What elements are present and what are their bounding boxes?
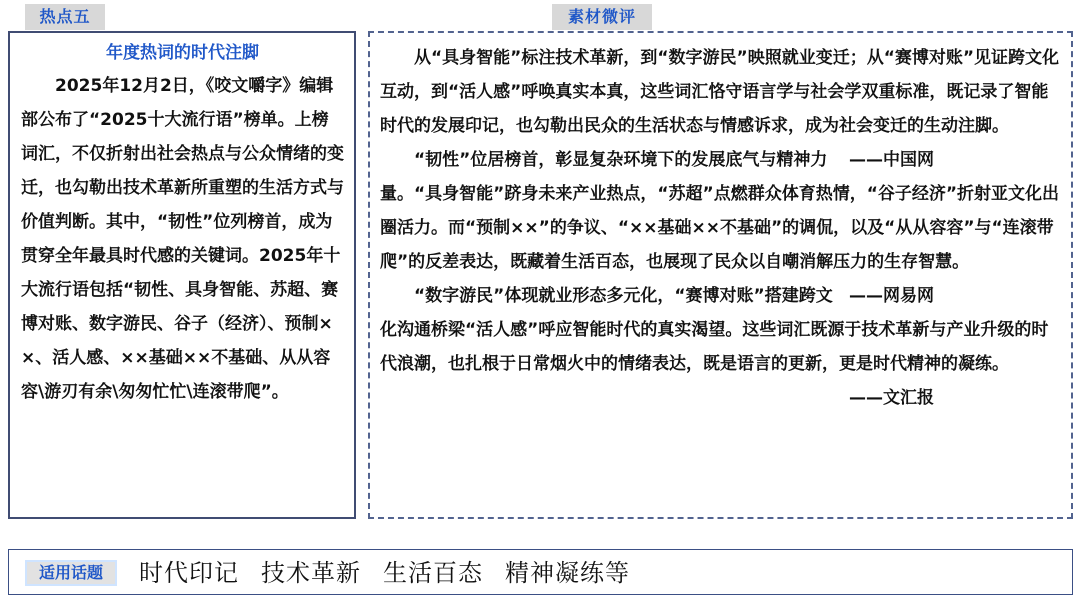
- commentary-text: 从“具身智能”标注技术革新，到“数字游民”映照就业变迁；从“赛博对账”见证跨文化互动，到“活人感”呼唤真实本真，这些词汇恪守语言学与社会学双重标准，既记录了智能时代的发展印记，也勾勒出民众的生活状态与情感诉求，成为社会变迁的生动注脚。: [380, 48, 1060, 136]
- commentary-paragraph: [380, 143, 1062, 306]
- topics-list: [139, 557, 652, 589]
- topic-item: 生活百态: [383, 559, 483, 587]
- topics-tag: 适用话题: [25, 560, 117, 586]
- commentary-source: ——文汇报: [849, 388, 934, 408]
- topic-item: 时代印记: [139, 559, 239, 587]
- section-tag-hotspot: 热点五: [25, 4, 105, 30]
- topics-bar: [8, 549, 1073, 595]
- hotspot-panel: [8, 31, 356, 519]
- commentary-source: ——中国网: [849, 150, 934, 170]
- commentary-paragraph: [380, 279, 1062, 408]
- topic-item: 精神凝练等: [505, 559, 630, 587]
- hotspot-title: 年度热词的时代注脚: [106, 43, 259, 63]
- commentary-source: ——网易网: [849, 286, 934, 306]
- commentary-text: “数字游民”体现就业形态多元化，“赛博对账”搭建跨文化沟通桥梁“活人感”呼应智能时代的真实渴望。这些词汇既源于技术革新与产业升级的时代浪潮，也扎根于日常烟火中的情绪表达，既是语言的更新，更是时代精神的凝练。: [380, 286, 1049, 374]
- topic-item: 技术革新: [261, 559, 361, 587]
- commentary-panel: [368, 31, 1073, 519]
- section-tag-commentary: 素材微评: [552, 4, 652, 30]
- commentary-text: “韧性”位居榜首，彰显复杂环境下的发展底气与精神力量。“具身智能”跻身未来产业热点，“苏超”点燃群众体育热情，“谷子经济”折射亚文化出圈活力。而“预制××”的争议、“××基础××不基础”的调侃，以及“从从容容”与“连滚带爬”的反差表达，既藏着生活百态，也展现了民众以自嘲消解压力的生存智慧。: [380, 150, 1060, 272]
- hotspot-body: 2025年12月2日，《咬文嚼字》编辑部公布了“2025十大流行语”榜单。上榜词汇，不仅折射出社会热点与公众情绪的变迁，也勾勒出技术革新所重塑的生活方式与价值判断。其中，“韧性”位列榜首，成为贯穿全年最具时代感的关键词。2025年十大流行语包括“韧性、具身智能、苏超、赛博对账、数字游民、谷子（经济）、预制××、活人感、××基础××不基础、从从容容\游刃有余\匆匆忙忙\连滚带爬”。: [21, 76, 344, 402]
- commentary-paragraph: [380, 41, 1062, 170]
